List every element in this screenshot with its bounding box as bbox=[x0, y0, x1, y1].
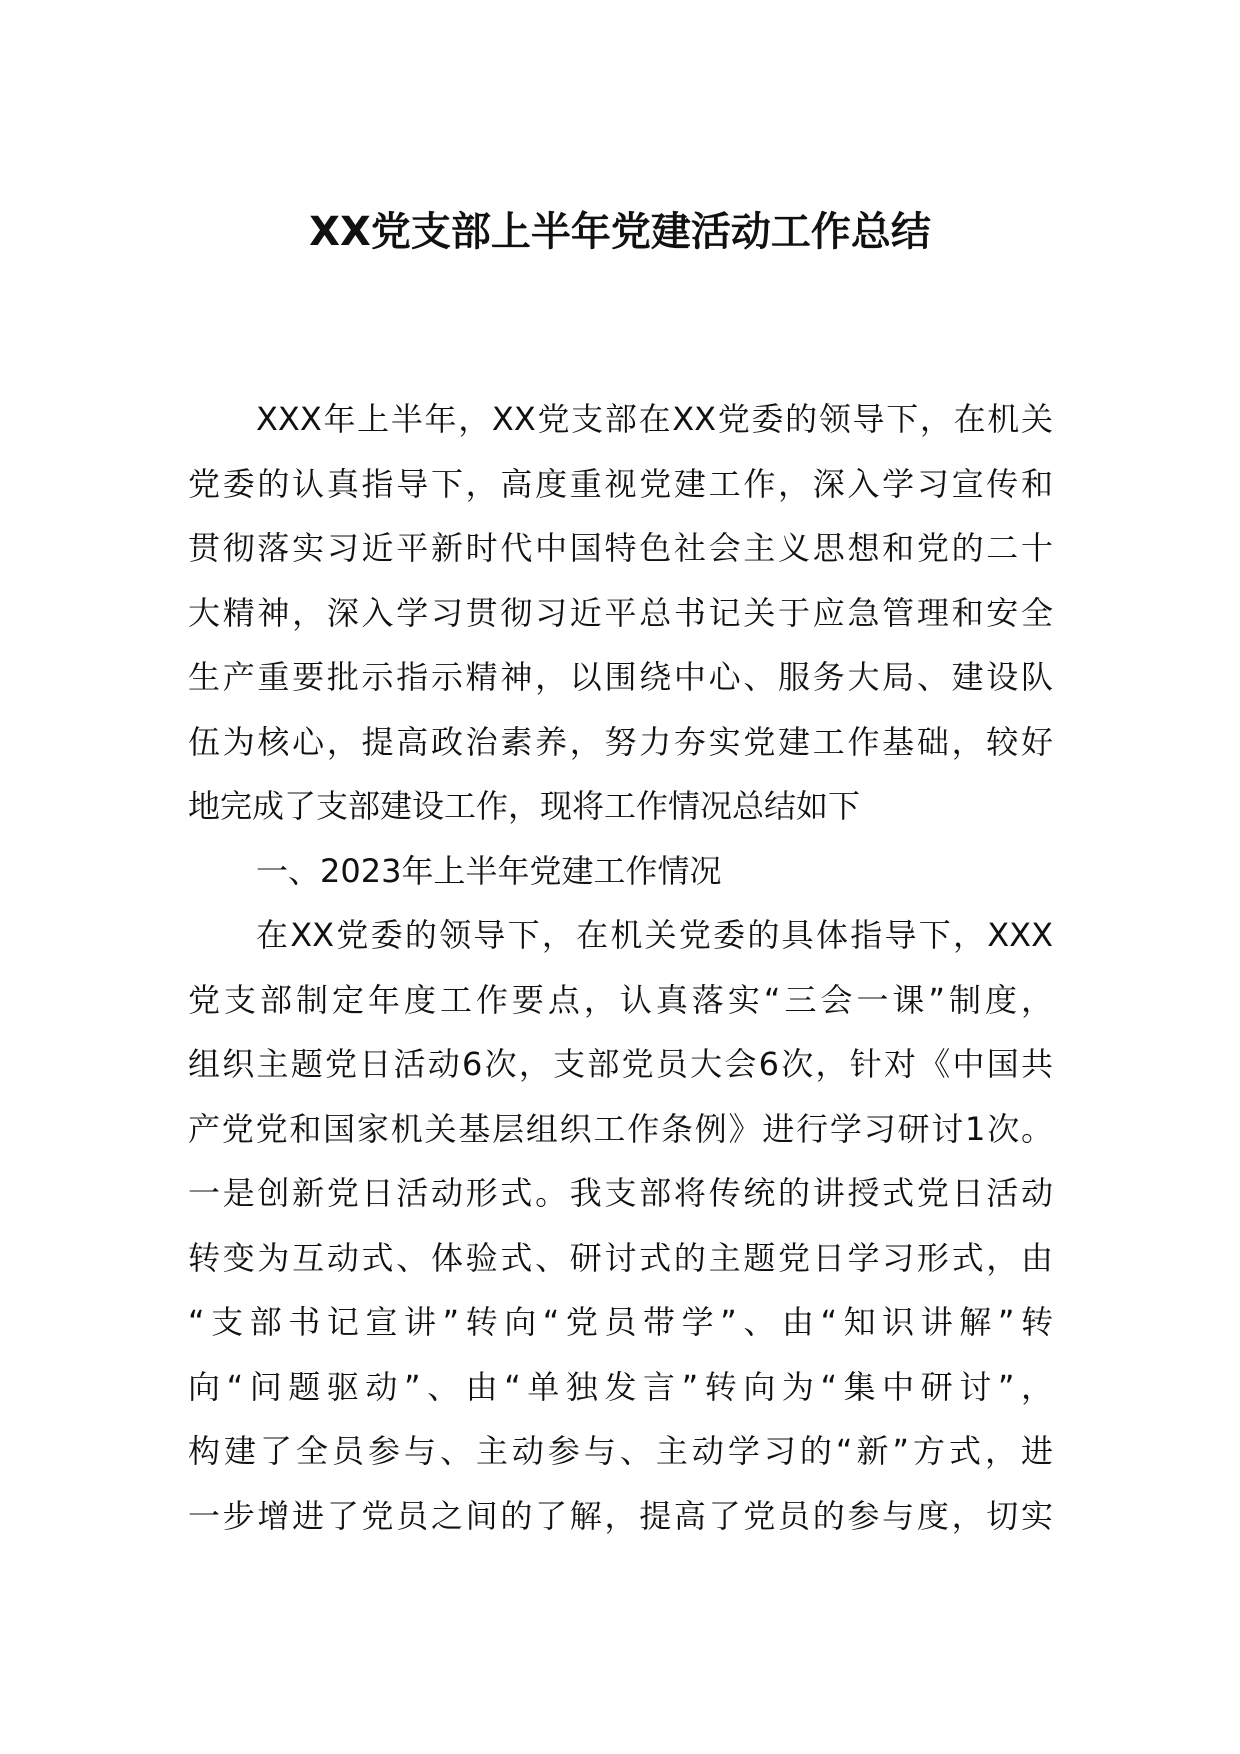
document-body bbox=[188, 387, 1053, 1548]
body-line: 生产重要批示指示精神，以围绕中心、服务大局、建设队 bbox=[188, 658, 1053, 696]
body-line: XXX年上半年，XX党支部在XX党委的领导下，在机关 bbox=[256, 400, 1053, 438]
body-line: 组织主题党日活动6次，支部党员大会6次，针对《中国共 bbox=[188, 1045, 1053, 1083]
body-line: 构建了全员参与、主动参与、主动学习的“新”方式，进 bbox=[188, 1432, 1053, 1470]
body-line: 地完成了支部建设工作，现将工作情况总结如下 bbox=[188, 787, 861, 825]
body-line: 一、2023年上半年党建工作情况 bbox=[256, 851, 722, 890]
body-line: 一步增进了党员之间的了解，提高了党员的参与度，切实 bbox=[188, 1496, 1053, 1535]
body-line: “支部书记宣讲”转向“党员带学”、由“知识讲解”转 bbox=[188, 1303, 1053, 1341]
body-line: 贯彻落实习近平新时代中国特色社会主义思想和党的二十 bbox=[188, 529, 1053, 567]
body-line: 党委的认真指导下，高度重视党建工作，深入学习宣传和 bbox=[188, 464, 1053, 503]
body-line: 党支部制定年度工作要点，认真落实“三会一课”制度， bbox=[188, 980, 1053, 1019]
document-title: XX党支部上半年党建活动工作总结 bbox=[309, 209, 931, 255]
body-line: 产党党和国家机关基层组织工作条例》进行学习研讨1次。 bbox=[188, 1109, 1053, 1148]
body-line: 一是创新党日活动形式。我支部将传统的讲授式党日活动 bbox=[188, 1174, 1053, 1212]
body-line: 在XX党委的领导下，在机关党委的具体指导下，XXX bbox=[256, 916, 1053, 954]
body-line: 转变为互动式、体验式、研讨式的主题党日学习形式，由 bbox=[188, 1238, 1053, 1277]
body-line: 大精神，深入学习贯彻习近平总书记关于应急管理和安全 bbox=[188, 593, 1053, 632]
body-line: 伍为核心，提高政治素养，努力夯实党建工作基础，较好 bbox=[188, 722, 1053, 761]
body-line: 向“问题驱动”、由“单独发言”转向为“集中研讨”， bbox=[188, 1367, 1053, 1406]
